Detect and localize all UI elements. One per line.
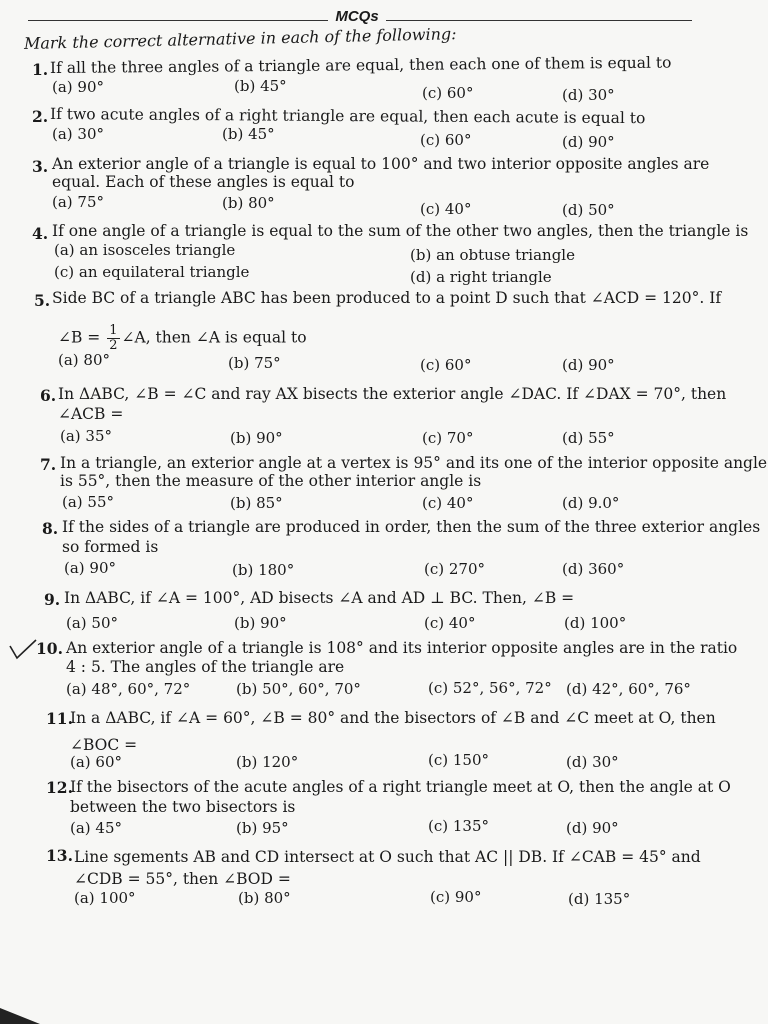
option-c[interactable]: (c) 90° — [430, 888, 482, 906]
option-d[interactable]: (d) 50° — [562, 201, 615, 219]
option-c[interactable]: (c) 40° — [422, 494, 474, 512]
question-text-line-2 — [58, 324, 307, 353]
question-number: 3. — [32, 157, 49, 176]
header-rule-left — [28, 20, 328, 21]
question-number: 4. — [32, 224, 49, 243]
option-d[interactable]: (d) 55° — [562, 429, 615, 447]
option-a[interactable]: (a) 100° — [74, 889, 136, 907]
option-d[interactable]: (d) 100° — [564, 614, 627, 632]
page-corner-shadow — [0, 1004, 60, 1024]
question-number: 13. — [46, 846, 73, 865]
option-d[interactable]: (d) 90° — [562, 356, 615, 374]
equation-rhs: ∠A, then ∠A is equal to — [121, 328, 307, 347]
question-text: An exterior angle of a triangle is equal to 100° and two interior opposite angles are — [52, 155, 710, 173]
option-c[interactable]: (c) 52°, 56°, 72° — [428, 679, 552, 697]
option-d[interactable]: (d) 360° — [562, 560, 625, 578]
option-c[interactable]: (c) 150° — [428, 751, 490, 769]
option-b[interactable]: (b) 90° — [230, 429, 283, 447]
question-number: 7. — [40, 455, 57, 474]
option-d[interactable]: (d) 42°, 60°, 76° — [566, 680, 691, 698]
question-text: If one angle of a triangle is equal to the sum of the other two angles, then the triangle is — [52, 222, 749, 240]
question-number: 6. — [40, 386, 57, 405]
question-text-line-2: ∠ACB = — [58, 405, 124, 423]
question-number: 11. — [46, 709, 73, 728]
question-text-line-2: ∠CDB = 55°, then ∠BOD = — [74, 870, 291, 888]
question-text: If all the three angles of a triangle are equal, then each one of them is equal to — [49, 53, 672, 77]
option-b[interactable]: (b) 95° — [236, 819, 289, 837]
option-b[interactable]: (b) 50°, 60°, 70° — [236, 680, 361, 698]
question-text-line-2: ∠BOC = — [70, 736, 138, 754]
option-c[interactable]: (c) 40° — [424, 614, 476, 632]
option-c[interactable]: (c) 135° — [428, 817, 490, 835]
question-number: 9. — [44, 590, 61, 609]
option-c[interactable]: (c) 70° — [422, 429, 474, 447]
option-b[interactable]: (b) 90° — [234, 614, 287, 632]
question-number: 8. — [42, 519, 59, 538]
option-b[interactable]: (b) 120° — [236, 753, 299, 771]
question-text-line-2: between the two bisectors is — [70, 798, 296, 816]
tick-mark-icon — [8, 638, 38, 660]
question-number: 10. — [36, 639, 63, 658]
question-text: If two acute angles of a right triangle are equal, then each acute is equal to — [49, 105, 646, 128]
question-text: An exterior angle of a triangle is 108° and its interior opposite angles are in the ratio — [66, 639, 738, 657]
option-d[interactable]: (d) 135° — [568, 890, 631, 908]
option-b[interactable]: (b) 45° — [234, 77, 287, 95]
option-a[interactable]: (a) 80° — [58, 351, 111, 369]
option-a[interactable]: (a) 48°, 60°, 72° — [66, 680, 191, 698]
question-text: In ΔABC, ∠B = ∠C and ray AX bisects the exterior angle ∠DAC. If ∠DAX = 70°, then — [58, 385, 727, 403]
option-d[interactable]: (d) 90° — [562, 133, 615, 151]
option-d[interactable]: (d) 30° — [562, 86, 615, 104]
question-text-line-2: equal. Each of these angles is equal to — [52, 173, 355, 191]
option-a[interactable]: (a) 35° — [60, 427, 113, 445]
fraction — [107, 324, 119, 353]
equation-lhs: ∠B = — [58, 328, 106, 347]
option-c[interactable]: (c) an equilateral triangle — [54, 263, 250, 281]
question-text-line-2: 4 : 5. The angles of the triangle are — [66, 658, 345, 676]
option-c[interactable]: (c) 40° — [420, 200, 472, 218]
option-b[interactable]: (b) 45° — [222, 125, 275, 143]
question-text-line-2: is 55°, then the measure of the other interior angle is — [60, 472, 482, 490]
fraction-denominator: 2 — [109, 338, 118, 353]
option-b[interactable]: (b) 85° — [230, 494, 283, 512]
section-title: MCQs — [335, 8, 379, 25]
option-a[interactable]: (a) 60° — [70, 753, 123, 771]
question-number: 12. — [46, 778, 73, 797]
option-d[interactable]: (d) 30° — [566, 753, 619, 771]
question-number: 1. — [32, 60, 49, 79]
option-a[interactable]: (a) 75° — [52, 193, 105, 211]
option-b[interactable]: (b) 75° — [228, 354, 281, 372]
question-text: If the sides of a triangle are produced in order, then the sum of the three exterior angles — [62, 518, 761, 536]
option-d[interactable]: (d) a right triangle — [410, 268, 552, 286]
question-text: If the bisectors of the acute angles of a right triangle meet at O, then the angle at O — [70, 778, 731, 796]
option-a[interactable]: (a) 90° — [64, 559, 117, 577]
question-number: 2. — [32, 107, 49, 126]
question-text: In a triangle, an exterior angle at a vertex is 95° and its one of the interior opposite angle — [60, 454, 768, 472]
question-text-line-2: so formed is — [62, 538, 159, 556]
option-d[interactable]: (d) 90° — [566, 819, 619, 837]
option-c[interactable]: (c) 60° — [420, 131, 472, 149]
question-text: In a ΔABC, if ∠A = 60°, ∠B = 80° and the bisectors of ∠B and ∠C meet at O, then — [70, 709, 716, 727]
option-a[interactable]: (a) 90° — [52, 78, 105, 96]
fraction-numerator: 1 — [109, 323, 118, 338]
option-a[interactable]: (a) 50° — [66, 614, 119, 632]
header-rule-right — [386, 20, 692, 21]
option-b[interactable]: (b) 80° — [238, 889, 291, 907]
option-d[interactable]: (d) 9.0° — [562, 494, 620, 512]
option-b[interactable]: (b) 180° — [232, 561, 295, 579]
option-a[interactable]: (a) an isosceles triangle — [54, 241, 236, 259]
instruction-text: Mark the correct alternative in each of the following: — [23, 24, 457, 53]
option-c[interactable]: (c) 270° — [424, 560, 486, 578]
option-a[interactable]: (a) 30° — [52, 125, 105, 143]
question-number: 5. — [34, 291, 51, 310]
question-text: Side BC of a triangle ABC has been produced to a point D such that ∠ACD = 120°. If — [52, 289, 722, 307]
question-text: In ΔABC, if ∠A = 100°, AD bisects ∠A and AD ⊥ BC. Then, ∠B = — [64, 589, 575, 607]
option-c[interactable]: (c) 60° — [422, 84, 474, 102]
option-c[interactable]: (c) 60° — [420, 356, 472, 374]
option-b[interactable]: (b) 80° — [222, 194, 275, 212]
option-b[interactable]: (b) an obtuse triangle — [410, 246, 575, 264]
option-a[interactable]: (a) 55° — [62, 493, 115, 511]
option-a[interactable]: (a) 45° — [70, 819, 123, 837]
question-text: Line sgements AB and CD intersect at O such that AC || DB. If ∠CAB = 45° and — [74, 848, 701, 866]
